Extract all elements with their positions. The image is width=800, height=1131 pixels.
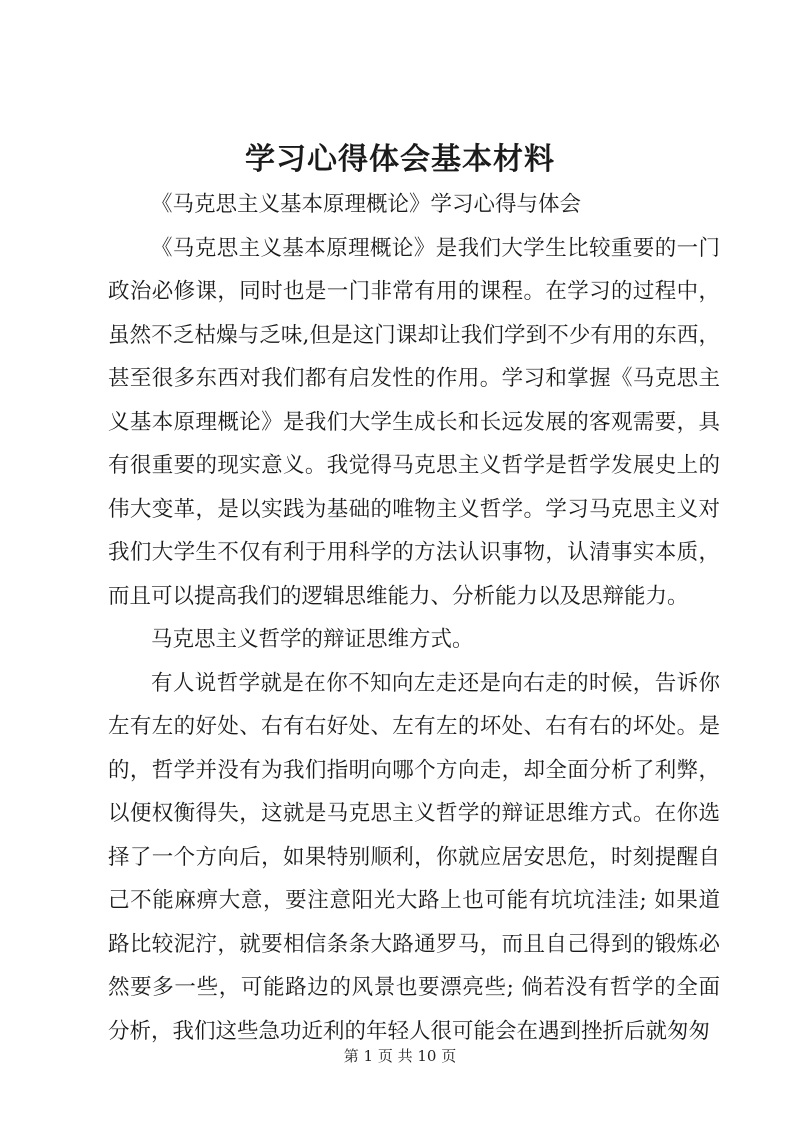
document-title: 学习心得体会基本材料 [245, 142, 555, 177]
section-heading-paragraph: 马克思主义哲学的辩证思维方式。 [151, 627, 474, 652]
body-paragraph: 《马克思主义基本原理概论》是我们大学生比较重要的一门政治必修课，同时也是一门非常有用的课程。在学习的过程中，虽然不乏枯燥与乏味,但是这门课却让我们学到不少有用的东西，甚至很多东西对我们都有启发性的作用。学习和掌握《马克思主义基本原理概论》是我们大学生成长和长远发展的客观需要，具有很重要的现实意义。我觉得马克思主义哲学是哲学发展史上的伟大变革，是以实践为基础的唯物主义哲学。学习马克思主义对我们大学生不仅有利于用科学的方法认识事物，认清事实本质，而且可以提高我们的逻辑思维能力、分析能力以及思辩能力。 [108, 235, 720, 609]
subtitle-paragraph: 《马克思主义基本原理概论》学习心得与体会 [151, 192, 582, 217]
page-number-footer: 第 1 页 共 10 页 [343, 1047, 457, 1065]
document-body [108, 183, 720, 1053]
body-paragraph: 有人说哲学就是在你不知向左走还是向右走的时候，告诉你左有左的好处、右有右好处、左有左的坏处、右有右的坏处。是的，哲学并没有为我们指明向哪个方向走，却全面分析了利弊，以便权衡得失，这就是马克思主义哲学的辩证思维方式。在你选择了一个方向后，如果特别顺利，你就应居安思危，时刻提醒自己不能麻痹大意，要注意阳光大路上也可能有坑坑洼洼; 如果道路比较泥泞，就要相信条条大路通罗马，而且自己得到的锻炼必然要多一些，可能路边的风景也要漂亮些; 倘若没有哲学的全面分析，我们这些急功近利的年轻人很可能会在遇到挫折后就匆匆 [108, 670, 720, 1044]
